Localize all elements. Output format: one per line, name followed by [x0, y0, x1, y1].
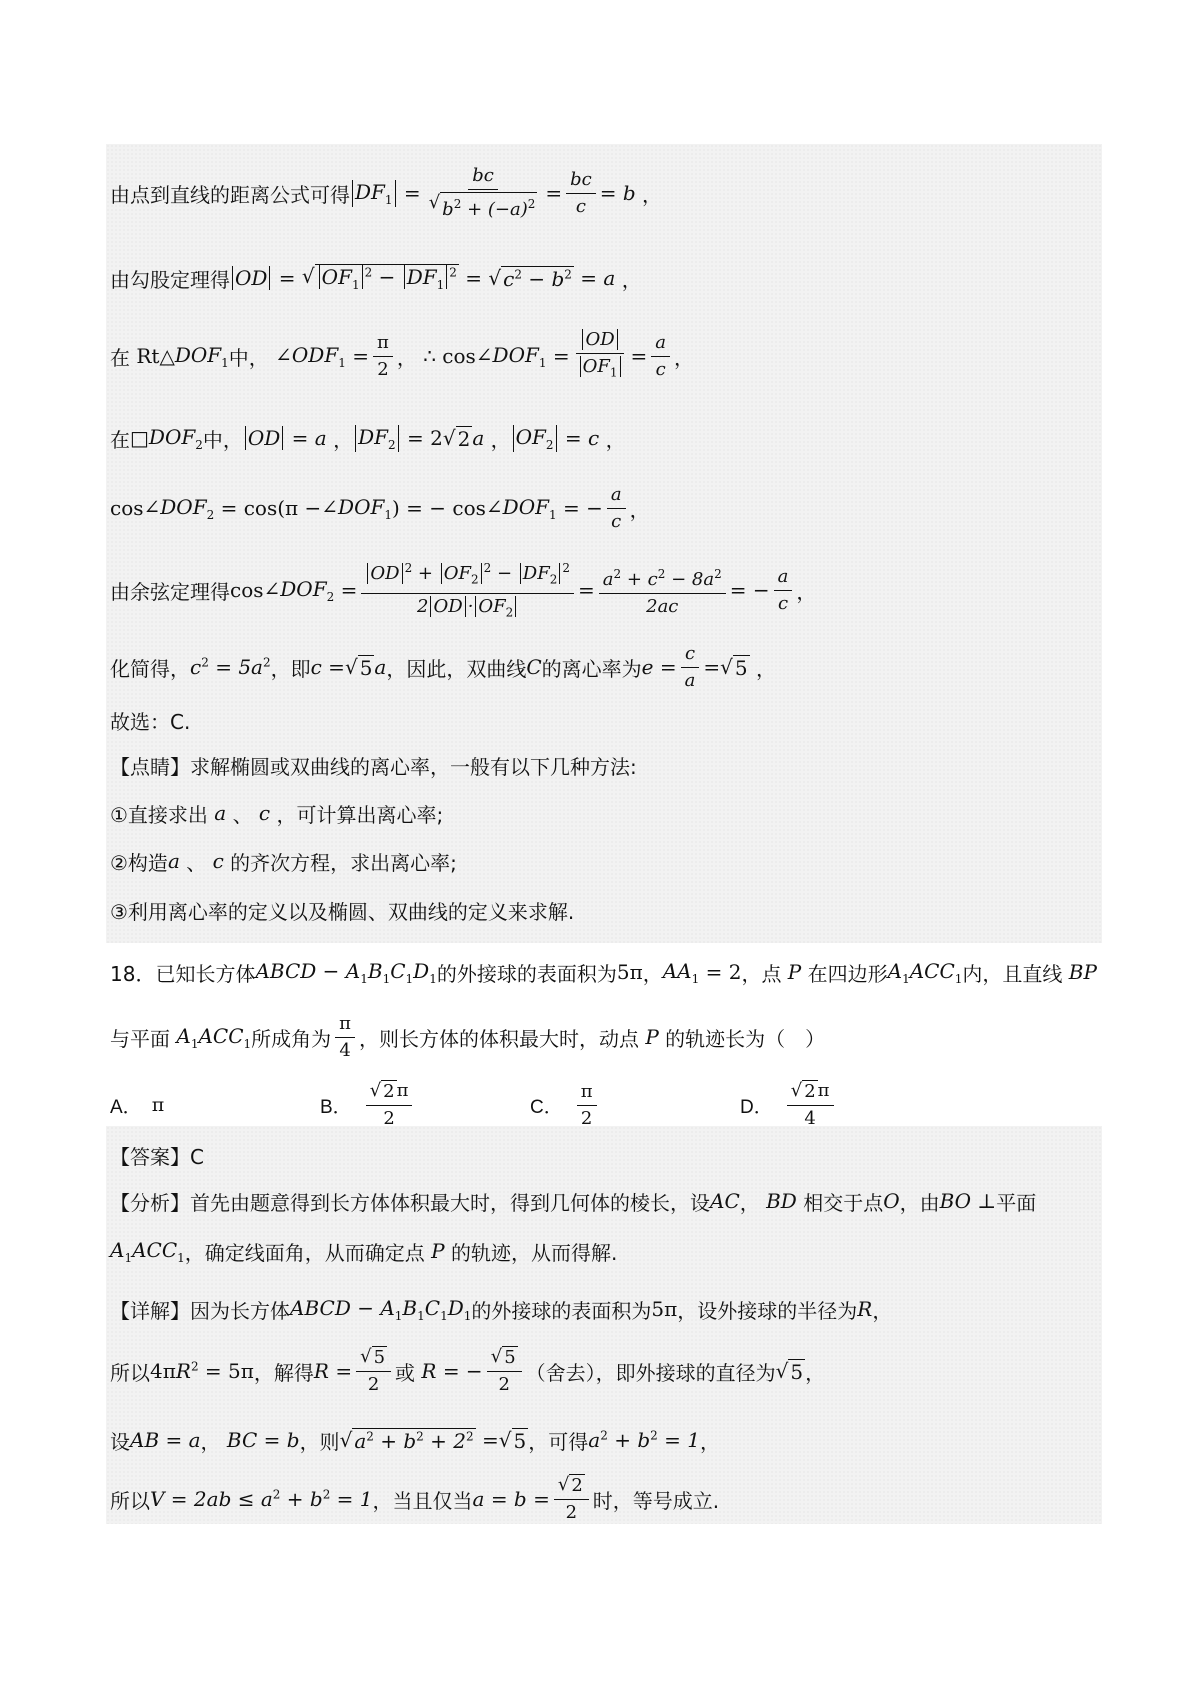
- sol17-tip-3: ③利用离心率的定义以及椭圆、双曲线的定义来求解.: [110, 899, 575, 924]
- option-b: B． √ 2 π 2: [320, 1075, 416, 1135]
- sol17-tip-2: ②构造 a 、 c 的齐次方程，求出离心率;: [110, 849, 457, 875]
- q18-line-1: 18．已知长方体 ABCD − $A_1B_1C_1D_1$ 的外接球的表面积为 5π ， $AA_1$ = 2 ，点 P 在四边形 $A_1ACC_1$ 内，且直线 BP: [110, 958, 1097, 986]
- q18-line-2: 与平面 $A_1ACC_1$ 所成角为 $\frac{\pi}{4}$ ，则长方体的体积最大时，动点 P 的轨迹长为（ ）: [110, 1012, 826, 1061]
- option-a: A． π: [110, 1094, 165, 1118]
- detail-line-1: 【详解】 因为长方体 ABCD − $A_1B_1C_1D_1$ 的外接球的表面积为 5π ，设外接球的半径为 R ，: [110, 1295, 893, 1323]
- math-fraction: $\frac{bc}{c}$: [566, 169, 596, 218]
- sol17-line-law-of-cosines: 由余弦定理得 cos $\angle DOF_2$ = $\frac{OD ^2 + OF_2^2 - DF_2^2}{2 OD \cdot OF_2}$ = $\frac{a^2 + c^2 - 8a^2}{2ac}$ = − $\frac{a}{c}$ ，: [110, 552, 816, 628]
- analysis-line-2: $A_1ACC_1$ ，确定线面角，从而确定点 P 的轨迹，从而得解.: [110, 1237, 618, 1265]
- option-d: D． √ 2 π 4: [740, 1075, 838, 1135]
- sol17-pick: 故选：C.: [110, 709, 191, 734]
- sol17-line-cosine-relation: cos $\angle DOF_2$ = cos(π − $\angle DOF_1$ ) = − cos $\angle DOF_1$ = − $\frac{a}{c}$ ，: [110, 483, 650, 532]
- option-c: C． $\frac{\pi}{2}$: [530, 1075, 601, 1135]
- math: $DF_1$: [352, 180, 396, 207]
- sol17-tip-1: ①直接求出 a 、 c ，可计算出离心率;: [110, 801, 444, 827]
- detail-line-4: 所以 $V = 2ab \le a^2 + b^2 = 1$ ，当且仅当 a = b = √ 2 2 时，等号成立.: [110, 1474, 720, 1523]
- math-fraction: bc √ $b^2 + (-a)^2$: [428, 165, 536, 220]
- analysis-line-1: 【分析】 首先由题意得到长方体体积最大时，得到几何体的棱长，设 AC ， BD 相交于点 O ，由 BO ⊥ 平面: [110, 1189, 1037, 1215]
- sol17-line-triangle-sides: 在 □ $DOF_2$ 中， OD = a ， $DF_2$ = 2 √ 2 a ， $OF_2$ = c ，: [110, 424, 626, 452]
- sol17-line-right-triangle: 在 Rt△ $DOF_1$ 中， $\angle ODF_1$ = $\frac{\pi}{2}$ ， ∴ cos $\angle DOF_1$ = $\frac{OD}{OF_1}$ = $\frac{a}{c}$ ，: [110, 328, 695, 380]
- sol17-line-simplify: 化简得， $c^2 = 5a^2$ ，即 c = √ 5 a ，因此，双曲线 C 的离心率为 e = $\frac{c}{a}$ = √ 5 ，: [110, 642, 776, 691]
- answer-18-label: 【答案】C: [110, 1144, 204, 1169]
- sol17-line-pythagoras: 由勾股定理得 OD = √ $OF_1^2 - DF_1^2$ = √ $c^2 - b^2$ = a ，: [110, 264, 642, 292]
- detail-line-2: 所以 4π $R^2$ = 5π ，解得 R = √ 5 2 或 R = − √ 5 2 （舍去），即外接球的直径为 √ 5 ，: [110, 1346, 826, 1395]
- sol17-tip: 【点睛】 求解椭圆或双曲线的离心率，一般有以下几种方法:: [110, 754, 637, 779]
- sol17-line-distance: 由点到直线的距离公式可得 $DF_1$ = bc √ $b^2 + (-a)^2$ = $\frac{bc}{c}$ = b ，: [110, 165, 663, 220]
- detail-line-3: 设 AB = a ， BC = b ，则 √ $a^2 + b^2 + 2^2$ = √ 5 ，可得 $a^2 + b^2 = 1$ ，: [110, 1427, 720, 1454]
